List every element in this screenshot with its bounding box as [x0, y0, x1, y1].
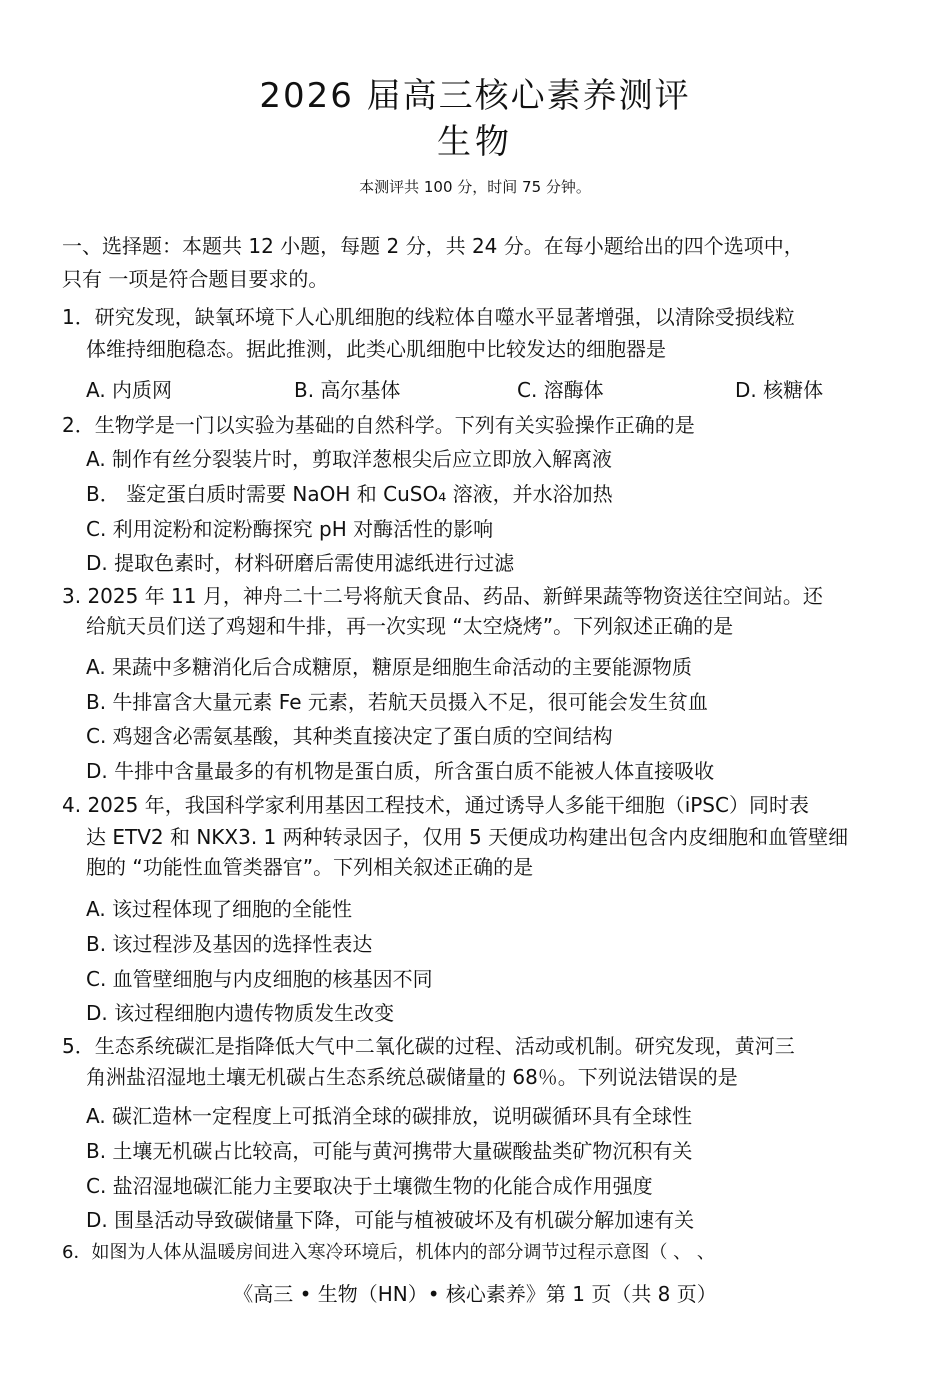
question-5-text: 5．生态系统碳汇是指降低大气中二氧化碳的过程、活动或机制。研究发现，黄河三 [62, 1034, 795, 1058]
question-1-option-d: D. 核糖体 [735, 378, 824, 402]
question-2-text: 2．生物学是一门以实验为基础的自然科学。下列有关实验操作正确的是 [62, 413, 695, 437]
question-3-option-a: A. 果蔬中多糖消化后合成糖原，糖原是细胞生命活动的主要能源物质 [86, 655, 693, 679]
page-footer: 《高三 • 生物（HN）• 核心素养》第 1 页（共 8 页） [233, 1282, 717, 1306]
section-heading-cont: 只有 一项是符合题目要求的。 [62, 267, 329, 291]
question-2-option-d: D. 提取色素时，材料研磨后需使用滤纸进行过滤 [86, 551, 515, 575]
question-3-option-b: B. 牛排富含大量元素 Fe 元素，若航天员摄入不足，很可能会发生贫血 [86, 690, 708, 714]
question-4-text-cont-2: 胞的 “功能性血管类器官”。下列相关叙述正确的是 [86, 855, 534, 879]
question-1-text-cont: 体维持细胞稳态。据此推测，此类心肌细胞中比较发达的细胞器是 [86, 337, 666, 361]
question-1-option-c: C. 溶酶体 [517, 378, 604, 402]
question-5-option-d: D. 围垦活动导致碳储量下降，可能与植被破坏及有机碳分解加速有关 [86, 1208, 695, 1232]
question-2-option-c: C. 利用淀粉和淀粉酶探究 pH 对酶活性的影响 [86, 517, 494, 541]
question-1-option-b: B. 高尔基体 [294, 378, 401, 402]
question-1-option-a: A. 内质网 [86, 378, 173, 402]
section-heading: 一、选择题：本题共 12 小题，每题 2 分，共 24 分。在每小题给出的四个选项中， [62, 234, 804, 258]
question-3-option-d: D. 牛排中含量最多的有机物是蛋白质，所含蛋白质不能被人体直接吸收 [86, 759, 715, 783]
question-4-option-c: C. 血管壁细胞与内皮细胞的核基因不同 [86, 967, 433, 991]
question-3-text: 3. 2025 年 11 月，神舟二十二号将航天食品、药品、新鲜果蔬等物资送往空间站。还 [62, 584, 823, 608]
exam-note: 本测评共 100 分，时间 75 分钟。 [359, 178, 591, 196]
question-6-text: 6．如图为人体从温暖房间进入寒冷环境后，机体内的部分调节过程示意图（ 、 、 [62, 1242, 715, 1263]
page-title: 2026 届高三核心素养测评 [259, 76, 691, 116]
question-5-option-b: B. 土壤无机碳占比较高，可能与黄河携带大量碳酸盐类矿物沉积有关 [86, 1139, 693, 1163]
subject-title: 生物 [437, 122, 513, 162]
question-4-text-cont-1: 达 ETV2 和 NKX3. 1 两种转录因子，仅用 5 天便成功构建出包含内皮细胞和血管壁细 [86, 825, 849, 849]
question-5-option-a: A. 碳汇造林一定程度上可抵消全球的碳排放，说明碳循环具有全球性 [86, 1104, 693, 1128]
question-4-option-d: D. 该过程细胞内遗传物质发生改变 [86, 1001, 395, 1025]
question-3-option-c: C. 鸡翅含必需氨基酸，其种类直接决定了蛋白质的空间结构 [86, 724, 613, 748]
question-1-text: 1．研究发现，缺氧环境下人心肌细胞的线粒体自噬水平显著增强，以清除受损线粒 [62, 305, 795, 329]
question-4-text: 4. 2025 年，我国科学家利用基因工程技术，通过诱导人多能干细胞（iPSC）同时表 [62, 793, 809, 817]
question-5-text-cont: 角洲盐沼湿地土壤无机碳占生态系统总碳储量的 68％。下列说法错误的是 [86, 1065, 738, 1089]
question-2-option-a: A. 制作有丝分裂装片时，剪取洋葱根尖后应立即放入解离液 [86, 447, 613, 471]
question-3-text-cont: 给航天员们送了鸡翅和牛排，再一次实现 “太空烧烤”。下列叙述正确的是 [86, 614, 734, 638]
question-4-option-a: A. 该过程体现了细胞的全能性 [86, 897, 353, 921]
question-5-option-c: C. 盐沼湿地碳汇能力主要取决于土壤微生物的化能合成作用强度 [86, 1174, 653, 1198]
question-4-option-b: B. 该过程涉及基因的选择性表达 [86, 932, 373, 956]
question-2-option-b: B． 鉴定蛋白质时需要 NaOH 和 CuSO₄ 溶液，并水浴加热 [86, 482, 613, 506]
